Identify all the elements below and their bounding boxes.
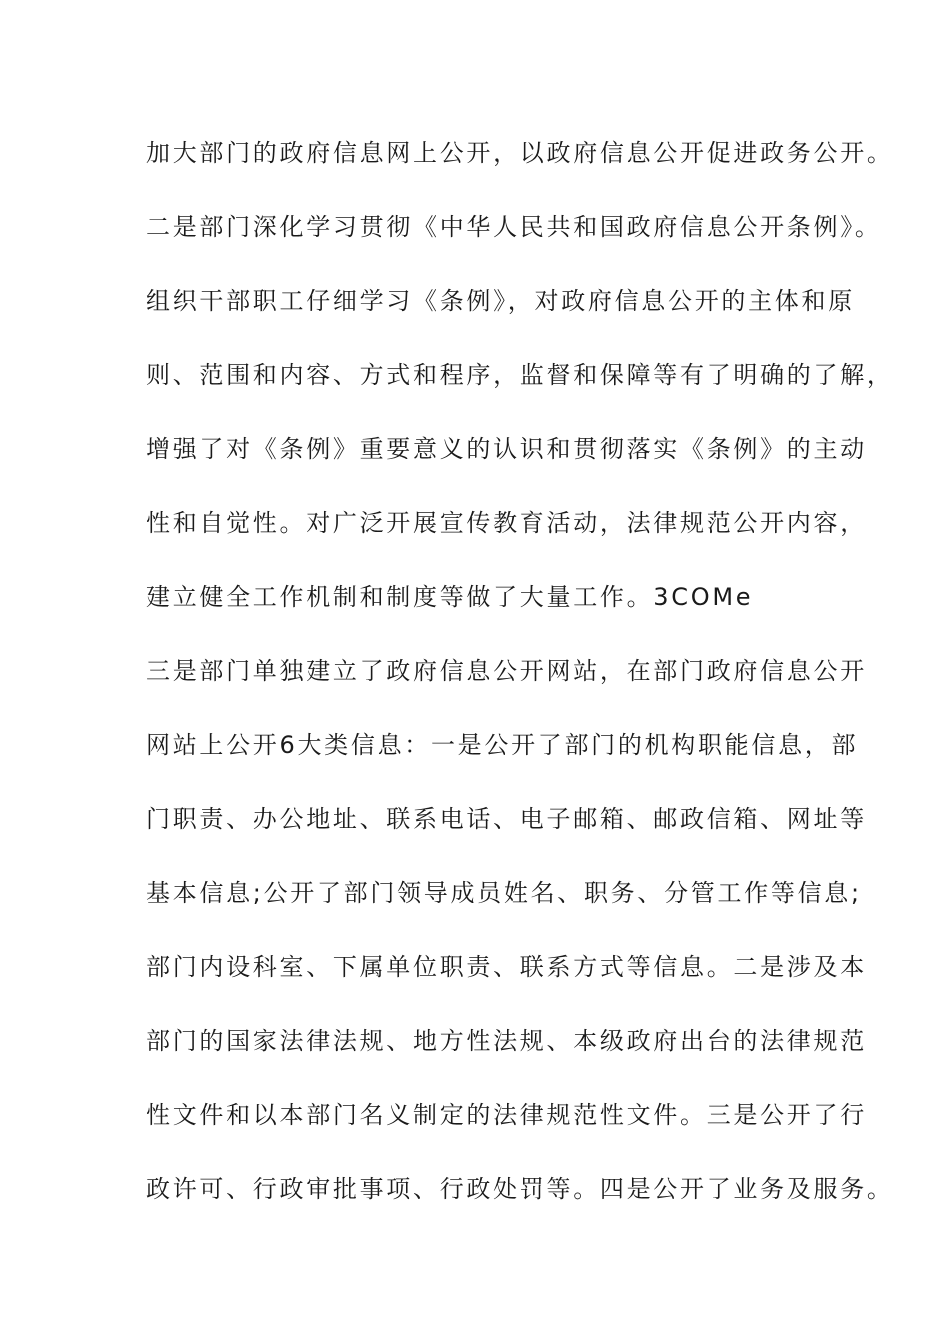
text-line: 政许可、行政审批事项、行政处罚等。四是公开了业务及服务。 — [146, 1175, 894, 1203]
text-line: 部门内设科室、下属单位职责、联系方式等信息。二是涉及本 — [146, 953, 867, 981]
text-line: 建立健全工作机制和制度等做了大量工作。3COMe — [146, 583, 754, 611]
text-line: 门职责、办公地址、联系电话、电子邮箱、邮政信箱、网址等 — [146, 805, 867, 833]
text-line: 基本信息;公开了部门领导成员姓名、职务、分管工作等信息; — [146, 879, 862, 907]
text-line: 网站上公开6大类信息：一是公开了部门的机构职能信息，部 — [146, 731, 859, 759]
text-line: 增强了对《条例》重要意义的认识和贯彻落实《条例》的主动 — [146, 435, 867, 463]
text-line: 二是部门深化学习贯彻《中华人民共和国政府信息公开条例》。 — [146, 213, 882, 241]
text-line: 性文件和以本部门名义制定的法律规范性文件。三是公开了行 — [146, 1101, 867, 1129]
text-line: 组织干部职工仔细学习《条例》，对政府信息公开的主体和原 — [146, 287, 855, 315]
text-line: 三是部门单独建立了政府信息公开网站，在部门政府信息公开 — [146, 657, 867, 685]
text-line: 部门的国家法律法规、地方性法规、本级政府出台的法律规范 — [146, 1027, 867, 1055]
text-line: 性和自觉性。对广泛开展宣传教育活动，法律规范公开内容， — [146, 509, 867, 537]
text-line: 则、范围和内容、方式和程序，监督和保障等有了明确的了解， — [146, 361, 894, 389]
text-line: 加大部门的政府信息网上公开，以政府信息公开促进政务公开。 — [146, 139, 894, 167]
